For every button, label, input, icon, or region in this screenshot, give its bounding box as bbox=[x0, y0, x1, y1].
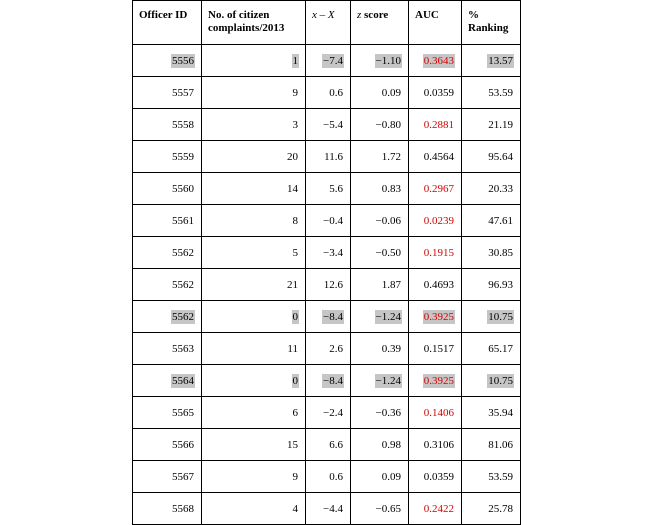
cell-complaints-value: 0 bbox=[292, 374, 298, 387]
cell-auc bbox=[409, 45, 462, 77]
table-row bbox=[133, 493, 521, 525]
cell-ranking-value: 10.75 bbox=[488, 310, 513, 323]
cell-complaints-value: 1 bbox=[292, 54, 298, 67]
cell-ranking-value: 13.57 bbox=[488, 54, 513, 67]
cell-auc bbox=[409, 301, 462, 333]
cell-officer-id bbox=[133, 365, 202, 397]
cell-deviation-value: −8.4 bbox=[323, 374, 343, 387]
cell-auc bbox=[409, 109, 462, 141]
header-ranking: % Ranking bbox=[462, 1, 521, 45]
cell-z-score bbox=[351, 301, 409, 333]
cell-z-score bbox=[351, 461, 409, 493]
cell-auc-value: 0.4564 bbox=[423, 150, 454, 163]
cell-auc-value: 0.0239 bbox=[423, 214, 454, 227]
cell-deviation bbox=[306, 397, 351, 429]
table-row bbox=[133, 461, 521, 493]
cell-officer-id bbox=[133, 397, 202, 429]
cell-complaints-value: 9 bbox=[292, 86, 298, 99]
cell-complaints-value: 15 bbox=[287, 438, 298, 451]
header-deviation: x – X bbox=[306, 1, 351, 45]
cell-deviation-value: −2.4 bbox=[323, 406, 343, 419]
cell-ranking-value: 25.78 bbox=[488, 502, 513, 515]
cell-ranking bbox=[462, 109, 521, 141]
cell-auc-value: 0.3106 bbox=[423, 438, 454, 451]
cell-auc-value: 0.4693 bbox=[423, 278, 454, 291]
cell-ranking-value: 21.19 bbox=[488, 118, 513, 131]
cell-officer-id-value: 5557 bbox=[172, 86, 194, 99]
cell-deviation-value: −8.4 bbox=[323, 310, 343, 323]
cell-deviation-value: 0.6 bbox=[329, 470, 343, 483]
cell-z-score-value: −1.24 bbox=[375, 310, 401, 323]
cell-z-score-value: −0.06 bbox=[375, 214, 401, 227]
cell-officer-id bbox=[133, 461, 202, 493]
cell-z-score-value: −0.65 bbox=[375, 502, 401, 515]
cell-complaints-value: 8 bbox=[292, 214, 298, 227]
cell-complaints bbox=[202, 333, 306, 365]
cell-auc-value: 0.1517 bbox=[423, 342, 454, 355]
cell-complaints-value: 20 bbox=[287, 150, 298, 163]
cell-ranking-value: 65.17 bbox=[488, 342, 513, 355]
cell-officer-id-value: 5563 bbox=[172, 342, 194, 355]
cell-z-score bbox=[351, 493, 409, 525]
cell-deviation bbox=[306, 429, 351, 461]
cell-z-score-value: 0.39 bbox=[381, 342, 401, 355]
cell-officer-id-value: 5561 bbox=[172, 214, 194, 227]
header-complaints: No. of citizen complaints/2013 bbox=[202, 1, 306, 45]
cell-z-score-value: −1.24 bbox=[375, 374, 401, 387]
cell-deviation bbox=[306, 461, 351, 493]
cell-deviation-value: −4.4 bbox=[323, 502, 343, 515]
cell-ranking-value: 81.06 bbox=[488, 438, 513, 451]
header-row bbox=[133, 1, 521, 45]
cell-ranking bbox=[462, 173, 521, 205]
cell-z-score bbox=[351, 45, 409, 77]
cell-ranking bbox=[462, 365, 521, 397]
cell-ranking bbox=[462, 397, 521, 429]
cell-officer-id bbox=[133, 205, 202, 237]
cell-auc bbox=[409, 461, 462, 493]
cell-auc bbox=[409, 237, 462, 269]
cell-auc-value: 0.1406 bbox=[423, 406, 454, 419]
cell-officer-id-value: 5558 bbox=[172, 118, 194, 131]
cell-z-score bbox=[351, 205, 409, 237]
cell-z-score bbox=[351, 429, 409, 461]
table-row bbox=[133, 173, 521, 205]
cell-auc bbox=[409, 493, 462, 525]
cell-z-score bbox=[351, 237, 409, 269]
cell-complaints bbox=[202, 301, 306, 333]
cell-complaints bbox=[202, 269, 306, 301]
cell-ranking-value: 53.59 bbox=[488, 470, 513, 483]
cell-z-score bbox=[351, 173, 409, 205]
cell-z-score-value: 1.72 bbox=[381, 150, 401, 163]
cell-auc bbox=[409, 429, 462, 461]
header-z-score bbox=[351, 1, 409, 45]
cell-auc bbox=[409, 205, 462, 237]
cell-complaints-value: 3 bbox=[292, 118, 298, 131]
cell-officer-id-value: 5562 bbox=[172, 310, 194, 323]
cell-ranking bbox=[462, 45, 521, 77]
cell-complaints-value: 6 bbox=[292, 406, 298, 419]
table-row bbox=[133, 109, 521, 141]
table-row bbox=[133, 237, 521, 269]
cell-officer-id-value: 5568 bbox=[172, 502, 194, 515]
cell-z-score-value: 0.83 bbox=[381, 182, 401, 195]
cell-deviation bbox=[306, 301, 351, 333]
cell-z-score-value: −0.50 bbox=[375, 246, 401, 259]
cell-complaints bbox=[202, 397, 306, 429]
table-row bbox=[133, 77, 521, 109]
cell-officer-id bbox=[133, 173, 202, 205]
table-row bbox=[133, 397, 521, 429]
cell-complaints bbox=[202, 493, 306, 525]
cell-z-score bbox=[351, 109, 409, 141]
cell-complaints bbox=[202, 109, 306, 141]
cell-complaints bbox=[202, 205, 306, 237]
cell-ranking bbox=[462, 205, 521, 237]
cell-z-score-value: −0.36 bbox=[375, 406, 401, 419]
cell-complaints-value: 21 bbox=[287, 278, 298, 291]
cell-z-score bbox=[351, 397, 409, 429]
cell-z-score-value: −1.10 bbox=[375, 54, 401, 67]
cell-ranking-value: 30.85 bbox=[488, 246, 513, 259]
cell-deviation bbox=[306, 269, 351, 301]
cell-ranking-value: 35.94 bbox=[488, 406, 513, 419]
cell-deviation bbox=[306, 141, 351, 173]
table-row bbox=[133, 333, 521, 365]
cell-officer-id-value: 5560 bbox=[172, 182, 194, 195]
table-row bbox=[133, 205, 521, 237]
cell-z-score bbox=[351, 269, 409, 301]
table-row bbox=[133, 301, 521, 333]
cell-z-score bbox=[351, 77, 409, 109]
cell-complaints-value: 14 bbox=[287, 182, 298, 195]
cell-deviation-value: 12.6 bbox=[323, 278, 343, 291]
cell-auc bbox=[409, 141, 462, 173]
cell-ranking bbox=[462, 77, 521, 109]
cell-officer-id bbox=[133, 45, 202, 77]
cell-officer-id-value: 5564 bbox=[172, 374, 194, 387]
cell-ranking-value: 53.59 bbox=[488, 86, 513, 99]
table-body bbox=[133, 45, 521, 525]
cell-z-score-value: 0.09 bbox=[381, 470, 401, 483]
cell-complaints-value: 9 bbox=[292, 470, 298, 483]
cell-deviation-value: −0.4 bbox=[323, 214, 343, 227]
cell-deviation bbox=[306, 45, 351, 77]
cell-complaints bbox=[202, 45, 306, 77]
cell-deviation bbox=[306, 365, 351, 397]
cell-z-score bbox=[351, 141, 409, 173]
cell-officer-id bbox=[133, 269, 202, 301]
cell-auc bbox=[409, 77, 462, 109]
cell-deviation-value: −7.4 bbox=[323, 54, 343, 67]
cell-deviation-value: 11.6 bbox=[324, 150, 343, 163]
cell-z-score-value: −0.80 bbox=[375, 118, 401, 131]
cell-officer-id bbox=[133, 493, 202, 525]
cell-officer-id-value: 5565 bbox=[172, 406, 194, 419]
cell-ranking bbox=[462, 461, 521, 493]
cell-complaints-value: 4 bbox=[292, 502, 298, 515]
cell-auc-value: 0.3643 bbox=[423, 54, 454, 67]
cell-complaints-value: 0 bbox=[292, 310, 298, 323]
cell-ranking-value: 96.93 bbox=[488, 278, 513, 291]
cell-auc bbox=[409, 269, 462, 301]
cell-officer-id-value: 5562 bbox=[172, 278, 194, 291]
cell-officer-id bbox=[133, 333, 202, 365]
cell-ranking bbox=[462, 141, 521, 173]
table-row bbox=[133, 269, 521, 301]
cell-officer-id bbox=[133, 141, 202, 173]
cell-z-score-value: 1.87 bbox=[381, 278, 401, 291]
cell-ranking bbox=[462, 301, 521, 333]
cell-deviation-value: 6.6 bbox=[329, 438, 343, 451]
cell-complaints bbox=[202, 365, 306, 397]
cell-officer-id bbox=[133, 237, 202, 269]
cell-auc-value: 0.0359 bbox=[423, 86, 454, 99]
officer-complaints-table bbox=[132, 0, 521, 525]
cell-ranking-value: 95.64 bbox=[488, 150, 513, 163]
cell-complaints-value: 11 bbox=[287, 342, 298, 355]
header-z-letter: z bbox=[357, 9, 362, 21]
cell-complaints bbox=[202, 461, 306, 493]
cell-ranking bbox=[462, 429, 521, 461]
cell-auc-value: 0.3925 bbox=[423, 374, 454, 387]
cell-complaints bbox=[202, 173, 306, 205]
table-row bbox=[133, 45, 521, 77]
cell-officer-id-value: 5562 bbox=[172, 246, 194, 259]
cell-complaints bbox=[202, 237, 306, 269]
cell-ranking-value: 20.33 bbox=[488, 182, 513, 195]
cell-deviation bbox=[306, 173, 351, 205]
cell-ranking bbox=[462, 493, 521, 525]
cell-ranking bbox=[462, 237, 521, 269]
cell-z-score-value: 0.98 bbox=[381, 438, 401, 451]
table-row bbox=[133, 365, 521, 397]
cell-deviation-value: 2.6 bbox=[329, 342, 343, 355]
cell-ranking bbox=[462, 333, 521, 365]
cell-officer-id bbox=[133, 77, 202, 109]
cell-auc-value: 0.2967 bbox=[423, 182, 454, 195]
cell-officer-id bbox=[133, 109, 202, 141]
cell-officer-id bbox=[133, 301, 202, 333]
cell-complaints-value: 5 bbox=[292, 246, 298, 259]
cell-deviation bbox=[306, 237, 351, 269]
cell-ranking-value: 47.61 bbox=[488, 214, 513, 227]
cell-auc-value: 0.1915 bbox=[423, 246, 454, 259]
header-z-label: score bbox=[361, 9, 389, 21]
cell-complaints bbox=[202, 429, 306, 461]
cell-deviation bbox=[306, 77, 351, 109]
cell-officer-id-value: 5556 bbox=[172, 54, 194, 67]
cell-deviation bbox=[306, 333, 351, 365]
cell-auc-value: 0.3925 bbox=[423, 310, 454, 323]
cell-ranking bbox=[462, 269, 521, 301]
cell-officer-id bbox=[133, 429, 202, 461]
header-auc: AUC bbox=[409, 1, 462, 45]
cell-auc bbox=[409, 333, 462, 365]
table-row bbox=[133, 141, 521, 173]
cell-deviation-value: 0.6 bbox=[329, 86, 343, 99]
cell-ranking-value: 10.75 bbox=[488, 374, 513, 387]
cell-z-score bbox=[351, 365, 409, 397]
cell-deviation-value: −5.4 bbox=[323, 118, 343, 131]
cell-auc-value: 0.2422 bbox=[423, 502, 454, 515]
cell-auc bbox=[409, 365, 462, 397]
cell-z-score bbox=[351, 333, 409, 365]
cell-deviation bbox=[306, 109, 351, 141]
cell-auc bbox=[409, 397, 462, 429]
cell-deviation-value: 5.6 bbox=[329, 182, 343, 195]
header-officer-id: Officer ID bbox=[133, 1, 202, 45]
table-row bbox=[133, 429, 521, 461]
cell-deviation bbox=[306, 205, 351, 237]
cell-z-score-value: 0.09 bbox=[381, 86, 401, 99]
cell-deviation-value: −3.4 bbox=[323, 246, 343, 259]
cell-auc-value: 0.2881 bbox=[423, 118, 454, 131]
cell-auc-value: 0.0359 bbox=[423, 470, 454, 483]
cell-auc bbox=[409, 173, 462, 205]
cell-officer-id-value: 5566 bbox=[172, 438, 194, 451]
cell-deviation bbox=[306, 493, 351, 525]
cell-complaints bbox=[202, 141, 306, 173]
cell-officer-id-value: 5567 bbox=[172, 470, 194, 483]
cell-officer-id-value: 5559 bbox=[172, 150, 194, 163]
cell-complaints bbox=[202, 77, 306, 109]
